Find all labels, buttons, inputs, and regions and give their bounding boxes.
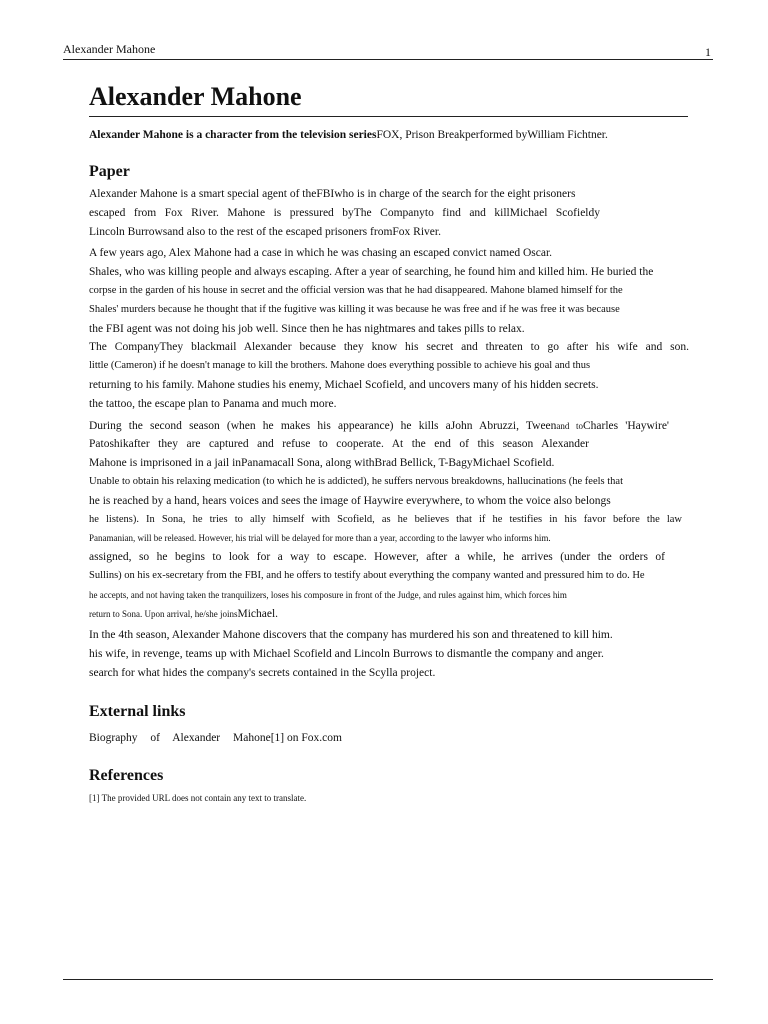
text-line: search for what hides the company's secrets contained in the Scylla project. [89, 666, 436, 679]
text-line: Panamanian, will be released. However, his trial will be delayed for more than a year, according to the lawyer who informs him. [89, 533, 551, 544]
section-heading-external-links: External links [89, 702, 186, 720]
text-line: In the 4th season, Alexander Mahone discovers that the company has murdered his son and threatened to kill him. [89, 629, 613, 642]
running-header-title: Alexander Mahone [63, 42, 156, 56]
running-header [63, 42, 713, 60]
text-line [89, 417, 669, 436]
text-line: The CompanyThey blackmail Alexander because they know his secret and threaten to go after his wife and son. [89, 341, 689, 354]
article-body [89, 82, 729, 804]
text-line: Unable to obtain his relaxing medication (to which he is addicted), he suffers nervous breakdowns, hallucinations (he feels that [89, 475, 623, 487]
text-line: assigned, so he begins to look for a way to escape. However, after a while, he arrives (under the orders of [89, 551, 665, 564]
intro-bold: Alexander Mahone is a character from the television series [89, 129, 377, 141]
section-heading-references: References [89, 766, 164, 784]
reference-item: [1] The provided URL does not contain any text to translate. [89, 792, 307, 803]
section-heading-paper: Paper [89, 163, 130, 180]
text-line: the tattoo, the escape plan to Panama and much more. [89, 397, 337, 410]
text-line: corpse in the garden of his house in secret and the official version was that he had disappeared. Mahone blamed himself for the [89, 284, 623, 296]
text-line: Shales, who was killing people and always escaping. After a year of searching, he found him and killed him. He buried the [89, 266, 654, 279]
paragraph-3 [89, 417, 729, 624]
article-title: Alexander Mahone [89, 82, 688, 117]
external-link-suffix: on Fox.com [284, 731, 342, 744]
text-line: Sullins) on his ex-secretary from the FBI, and he offers to testify about everything the company wanted and pressured him to do. He [89, 569, 645, 581]
reference-marker[interactable]: [1] [270, 731, 285, 744]
text-line: A few years ago, Alex Mahone had a case in which he was chasing an escaped convict named Oscar. [89, 247, 553, 260]
text-line: he is reached by a hand, hears voices and sees the image of Haywire everywhere, to whom the voice also belongs [89, 494, 611, 507]
text-line: returning to his family. Mahone studies his enemy, Michael Scofield, and uncovers many of his hidden secrets. [89, 378, 599, 391]
text-line: he accepts, and not having taken the tranquilizers, loses his composure in front of the Judge, and rules against him, which forces him [89, 589, 567, 600]
footer-rule [63, 979, 713, 980]
article-intro [89, 127, 729, 143]
external-link-text[interactable]: Biography of Alexander Mahone [89, 731, 271, 744]
text-line: he listens). In Sona, he tries to ally himself with Scofield, as he believes that if he testifies in his favor before the law [89, 513, 682, 525]
text-line: Patoshikafter they are captured and refuse to cooperate. At the end of this season Alexander [89, 438, 589, 451]
text-span: Charles 'Haywire' [582, 419, 670, 432]
page-number: 1 [705, 45, 711, 59]
paragraph-4 [89, 626, 729, 682]
intro-rest: FOX, Prison Breakperformed byWilliam Fichtner. [376, 129, 608, 141]
text-line: escaped from Fox River. Mahone is pressured byThe Companyto find and killMichael Scofieldy [89, 206, 600, 219]
text-span: During the second season (when he makes his appearance) he kills aJohn Abruzzi, Tween [89, 419, 557, 432]
text-line: Lincoln Burrowsand also to the rest of the escaped prisoners fromFox River. [89, 225, 441, 238]
text-span: Michael. [237, 607, 279, 620]
text-span: and to [556, 420, 583, 431]
text-line: the FBI agent was not doing his job well. Since then he has nightmares and takes pills to relax. [89, 322, 525, 335]
paragraph-1 [89, 185, 729, 241]
text-line: Shales' murders because he thought that if the fugitive was killing it was because he was free and if he was free it was because [89, 303, 620, 315]
text-line: little (Cameron) if he doesn't manage to kill the brothers. Mahone does everything possible to achieve his goal and thus [89, 360, 591, 372]
text-line: his wife, in revenge, teams up with Michael Scofield and Lincoln Burrows to dismantle the company and anger. [89, 648, 604, 661]
text-line: Mahone is imprisoned in a jail inPanamacall Sona, along withBrad Bellick, T-BagyMichael Scofield. [89, 457, 555, 470]
external-link[interactable] [89, 729, 729, 747]
text-line [89, 605, 729, 624]
text-span: return to Sona. Upon arrival, he/she joins [89, 608, 238, 619]
text-line: Alexander Mahone is a smart special agent of theFBIwho is in charge of the search for the eight prisoners [89, 188, 576, 200]
paragraph-2 [89, 244, 729, 413]
